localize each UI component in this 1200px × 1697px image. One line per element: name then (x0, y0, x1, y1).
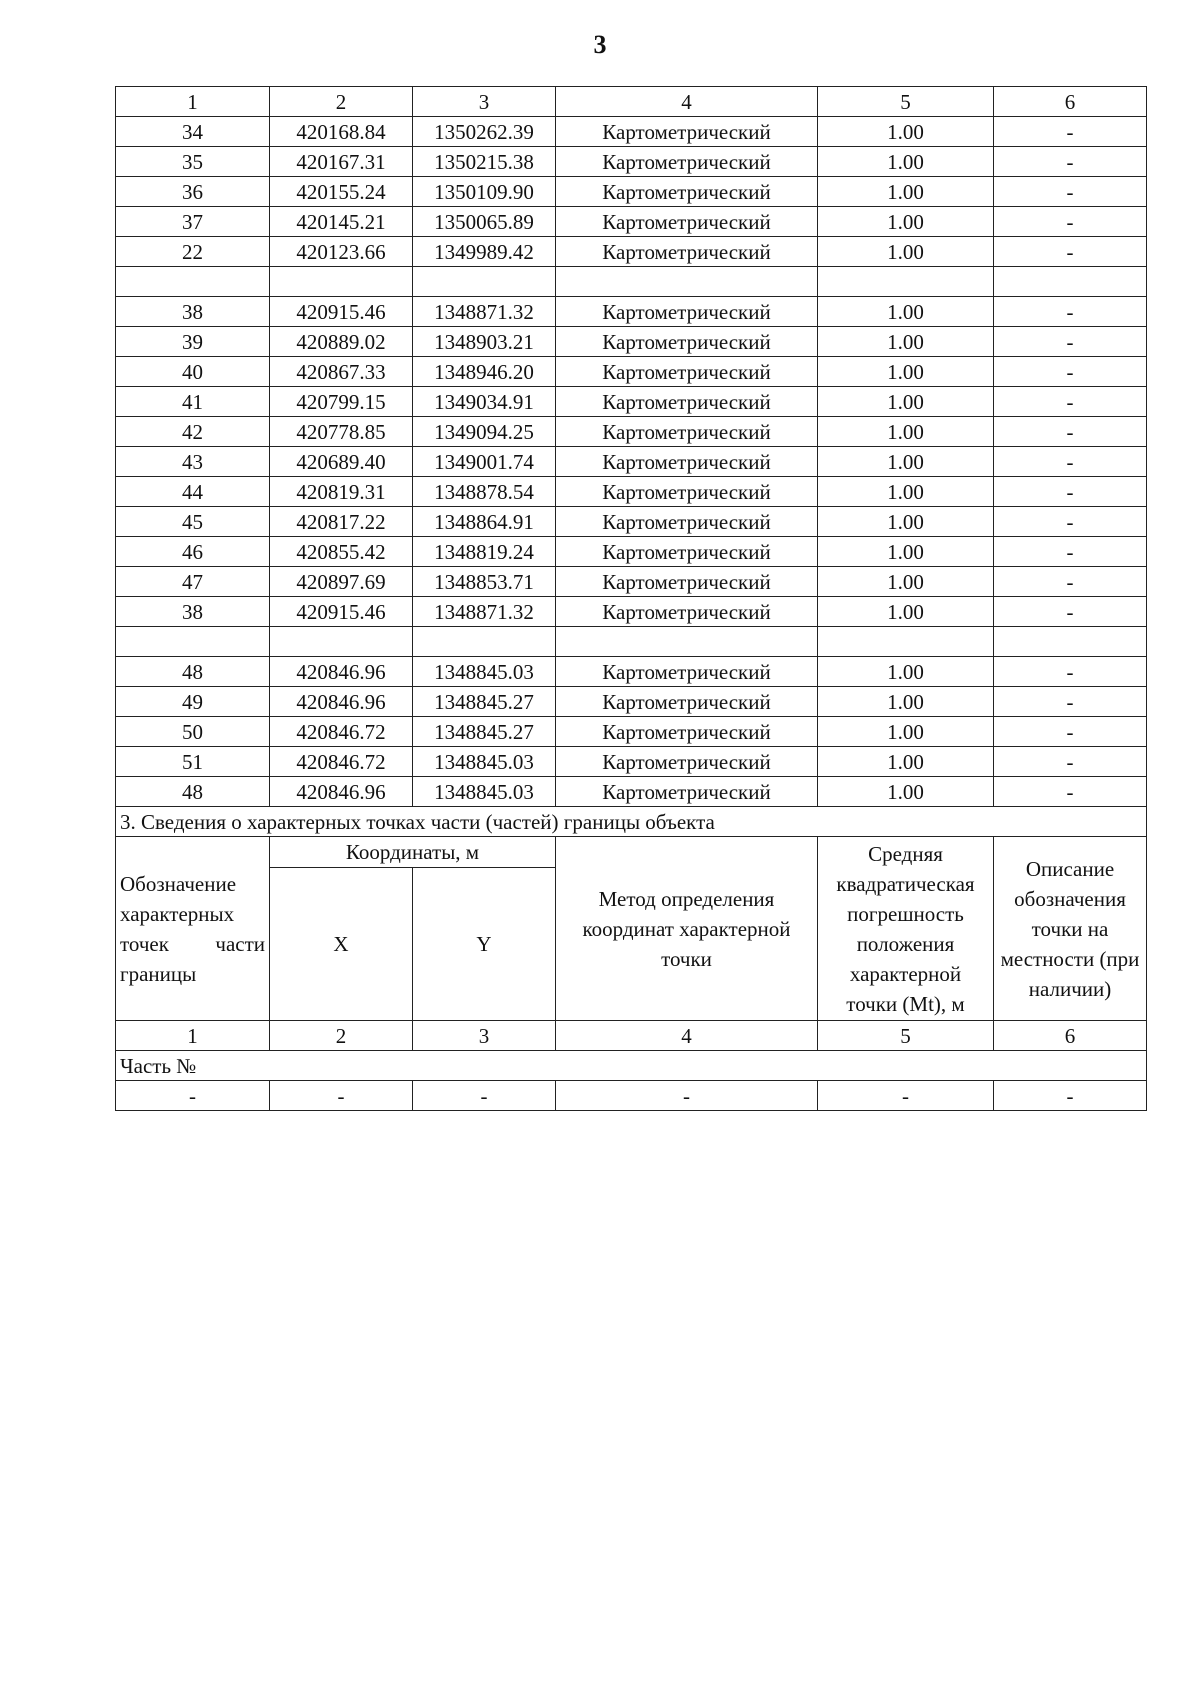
error-cell: 1.00 (818, 117, 994, 147)
error-cell: 1.00 (818, 747, 994, 777)
description-cell: - (994, 327, 1147, 357)
method-cell: Картометрический (556, 597, 818, 627)
point-number-cell: 48 (116, 657, 270, 687)
x-coordinate-cell: 420897.69 (270, 567, 413, 597)
column-number: 4 (556, 1021, 818, 1051)
point-number-cell: 39 (116, 327, 270, 357)
y-coordinate-cell: 1348871.32 (413, 597, 556, 627)
x-coordinate-cell: 420846.96 (270, 777, 413, 807)
empty-cell (556, 627, 818, 657)
column-number: 6 (994, 87, 1147, 117)
point-number-cell: 45 (116, 507, 270, 537)
x-coordinate-cell: 420819.31 (270, 477, 413, 507)
y-coordinate-cell: 1348878.54 (413, 477, 556, 507)
y-coordinate-cell: 1348946.20 (413, 357, 556, 387)
table-row (116, 537, 1147, 567)
error-cell: 1.00 (818, 357, 994, 387)
part-cell: - (556, 1081, 818, 1111)
table-row (116, 507, 1147, 537)
method-cell: Картометрический (556, 177, 818, 207)
description-cell: - (994, 387, 1147, 417)
method-cell: Картометрический (556, 477, 818, 507)
method-cell: Картометрический (556, 207, 818, 237)
x-coordinate-cell: 420867.33 (270, 357, 413, 387)
empty-cell (818, 267, 994, 297)
error-cell: 1.00 (818, 147, 994, 177)
description-cell: - (994, 717, 1147, 747)
error-cell: 1.00 (818, 777, 994, 807)
description-cell: - (994, 357, 1147, 387)
y-coordinate-cell: 1348845.03 (413, 777, 556, 807)
y-coordinate-cell: 1350262.39 (413, 117, 556, 147)
empty-cell (270, 267, 413, 297)
y-coordinate-cell: 1348845.03 (413, 657, 556, 687)
point-number-cell: 48 (116, 777, 270, 807)
y-coordinate-cell: 1348853.71 (413, 567, 556, 597)
method-cell: Картометрический (556, 537, 818, 567)
coordinates-header: Координаты, м (270, 837, 556, 868)
description-cell: - (994, 207, 1147, 237)
x-coordinate-cell: 420915.46 (270, 597, 413, 627)
y-coordinate-cell: 1348903.21 (413, 327, 556, 357)
table-row (116, 477, 1147, 507)
y-coordinate-cell: 1349034.91 (413, 387, 556, 417)
y-coordinate-cell: 1350109.90 (413, 177, 556, 207)
empty-cell (270, 627, 413, 657)
method-cell: Картометрический (556, 777, 818, 807)
empty-cell (994, 627, 1147, 657)
empty-cell (556, 267, 818, 297)
x-coordinate-cell: 420778.85 (270, 417, 413, 447)
method-cell: Картометрический (556, 687, 818, 717)
description-cell: - (994, 297, 1147, 327)
table-row (116, 297, 1147, 327)
column-number: 3 (413, 87, 556, 117)
x-coordinate-cell: 420123.66 (270, 237, 413, 267)
error-cell: 1.00 (818, 687, 994, 717)
error-cell: 1.00 (818, 417, 994, 447)
section3-table-body (116, 807, 1147, 1111)
error-cell: 1.00 (818, 387, 994, 417)
part-cell: - (818, 1081, 994, 1111)
description-cell: - (994, 447, 1147, 477)
point-number-cell: 37 (116, 207, 270, 237)
description-cell: - (994, 177, 1147, 207)
point-number-cell: 22 (116, 237, 270, 267)
x-header: X (270, 868, 413, 1021)
description-cell: - (994, 747, 1147, 777)
y-header: Y (413, 868, 556, 1021)
method-cell: Картометрический (556, 447, 818, 477)
description-cell: - (994, 687, 1147, 717)
table-row (116, 177, 1147, 207)
coordinates-table-body (116, 87, 1147, 807)
method-cell: Картометрический (556, 507, 818, 537)
point-number-cell: 43 (116, 447, 270, 477)
section3-column-numbers-row (116, 1021, 1147, 1051)
x-coordinate-cell: 420915.46 (270, 297, 413, 327)
part-label-row (116, 1051, 1147, 1081)
point-number-cell: 50 (116, 717, 270, 747)
x-coordinate-cell: 420846.96 (270, 657, 413, 687)
column-number: 1 (116, 87, 270, 117)
method-cell: Картометрический (556, 417, 818, 447)
error-cell: 1.00 (818, 207, 994, 237)
point-number-cell: 40 (116, 357, 270, 387)
point-number-cell: 38 (116, 597, 270, 627)
empty-cell (116, 627, 270, 657)
method-cell: Картометрический (556, 147, 818, 177)
method-cell: Картометрический (556, 567, 818, 597)
part-cell: - (116, 1081, 270, 1111)
method-cell: Картометрический (556, 297, 818, 327)
description-cell: - (994, 537, 1147, 567)
table-row (116, 387, 1147, 417)
table-row (116, 117, 1147, 147)
table-row (116, 567, 1147, 597)
x-coordinate-cell: 420817.22 (270, 507, 413, 537)
point-number-cell: 47 (116, 567, 270, 597)
x-coordinate-cell: 420846.96 (270, 687, 413, 717)
part-cell: - (413, 1081, 556, 1111)
section3-title-row (116, 807, 1147, 837)
column-number: 4 (556, 87, 818, 117)
description-cell: - (994, 597, 1147, 627)
table-row (116, 357, 1147, 387)
y-coordinate-cell: 1350065.89 (413, 207, 556, 237)
page-number: 3 (593, 30, 607, 59)
method-cell: Картометрический (556, 747, 818, 777)
point-number-cell: 42 (116, 417, 270, 447)
y-coordinate-cell: 1350215.38 (413, 147, 556, 177)
empty-cell (818, 627, 994, 657)
method-cell: Картометрический (556, 357, 818, 387)
description-cell: - (994, 147, 1147, 177)
description-cell: - (994, 237, 1147, 267)
column-number: 5 (818, 87, 994, 117)
description-cell: - (994, 507, 1147, 537)
point-number-cell: 49 (116, 687, 270, 717)
y-coordinate-cell: 1348819.24 (413, 537, 556, 567)
description-cell: - (994, 567, 1147, 597)
x-coordinate-cell: 420155.24 (270, 177, 413, 207)
x-coordinate-cell: 420799.15 (270, 387, 413, 417)
part-label: Часть № (116, 1051, 1147, 1081)
column-number: 3 (413, 1021, 556, 1051)
point-number-cell: 34 (116, 117, 270, 147)
column-number: 5 (818, 1021, 994, 1051)
empty-cell (116, 267, 270, 297)
column-number: 2 (270, 1021, 413, 1051)
error-cell: 1.00 (818, 717, 994, 747)
group-separator-row (116, 627, 1147, 657)
error-cell: 1.00 (818, 537, 994, 567)
x-coordinate-cell: 420846.72 (270, 717, 413, 747)
table-row (116, 207, 1147, 237)
point-number-cell: 36 (116, 177, 270, 207)
description-cell: - (994, 477, 1147, 507)
point-number-cell: 44 (116, 477, 270, 507)
table-row (116, 147, 1147, 177)
y-coordinate-cell: 1348845.03 (413, 747, 556, 777)
method-cell: Картометрический (556, 717, 818, 747)
error-cell: 1.00 (818, 657, 994, 687)
description-cell: - (994, 657, 1147, 687)
description-cell: - (994, 117, 1147, 147)
x-coordinate-cell: 420145.21 (270, 207, 413, 237)
table-row (116, 687, 1147, 717)
error-cell: 1.00 (818, 567, 994, 597)
group-separator-row (116, 267, 1147, 297)
error-header: Средняя квадратическая погрешность положения характерной точки (Mt), м (818, 837, 994, 1021)
x-coordinate-cell: 420889.02 (270, 327, 413, 357)
method-cell: Картометрический (556, 657, 818, 687)
x-coordinate-cell: 420167.31 (270, 147, 413, 177)
table-row (116, 717, 1147, 747)
method-cell: Картометрический (556, 327, 818, 357)
y-coordinate-cell: 1349001.74 (413, 447, 556, 477)
x-coordinate-cell: 420855.42 (270, 537, 413, 567)
coordinates-table (115, 86, 1147, 1111)
section3-header-row (116, 837, 1147, 868)
y-coordinate-cell: 1348845.27 (413, 687, 556, 717)
empty-cell (413, 627, 556, 657)
part-row (116, 1081, 1147, 1111)
point-number-cell: 41 (116, 387, 270, 417)
x-coordinate-cell: 420689.40 (270, 447, 413, 477)
y-coordinate-cell: 1349094.25 (413, 417, 556, 447)
description-cell: - (994, 417, 1147, 447)
table-row (116, 237, 1147, 267)
y-coordinate-cell: 1349989.42 (413, 237, 556, 267)
y-coordinate-cell: 1348845.27 (413, 717, 556, 747)
y-coordinate-cell: 1348864.91 (413, 507, 556, 537)
table-row (116, 327, 1147, 357)
column-numbers-row (116, 87, 1147, 117)
table-row (116, 597, 1147, 627)
method-cell: Картометрический (556, 237, 818, 267)
error-cell: 1.00 (818, 327, 994, 357)
y-coordinate-cell: 1348871.32 (413, 297, 556, 327)
error-cell: 1.00 (818, 177, 994, 207)
part-cell: - (994, 1081, 1147, 1111)
error-cell: 1.00 (818, 447, 994, 477)
empty-cell (994, 267, 1147, 297)
column-number: 6 (994, 1021, 1147, 1051)
error-cell: 1.00 (818, 237, 994, 267)
x-coordinate-cell: 420168.84 (270, 117, 413, 147)
method-cell: Картометрический (556, 387, 818, 417)
error-cell: 1.00 (818, 507, 994, 537)
column-number: 1 (116, 1021, 270, 1051)
error-cell: 1.00 (818, 297, 994, 327)
table-row (116, 447, 1147, 477)
description-cell: - (994, 777, 1147, 807)
table-row (116, 777, 1147, 807)
error-cell: 1.00 (818, 477, 994, 507)
table-row (116, 657, 1147, 687)
method-cell: Картометрический (556, 117, 818, 147)
x-coordinate-cell: 420846.72 (270, 747, 413, 777)
column-number: 2 (270, 87, 413, 117)
table-row (116, 747, 1147, 777)
point-number-cell: 38 (116, 297, 270, 327)
point-number-cell: 46 (116, 537, 270, 567)
table-row (116, 417, 1147, 447)
point-number-cell: 35 (116, 147, 270, 177)
description-header: Описание обозначения точки на местности (при наличии) (994, 837, 1147, 1021)
point-number-cell: 51 (116, 747, 270, 777)
part-cell: - (270, 1081, 413, 1111)
method-header: Метод определения координат характерной точки (556, 837, 818, 1021)
designation-header: Обозначение характерных точек части границы (116, 837, 270, 1021)
section3-title: 3. Сведения о характерных точках части (частей) границы объекта (116, 807, 1147, 837)
error-cell: 1.00 (818, 597, 994, 627)
empty-cell (413, 267, 556, 297)
